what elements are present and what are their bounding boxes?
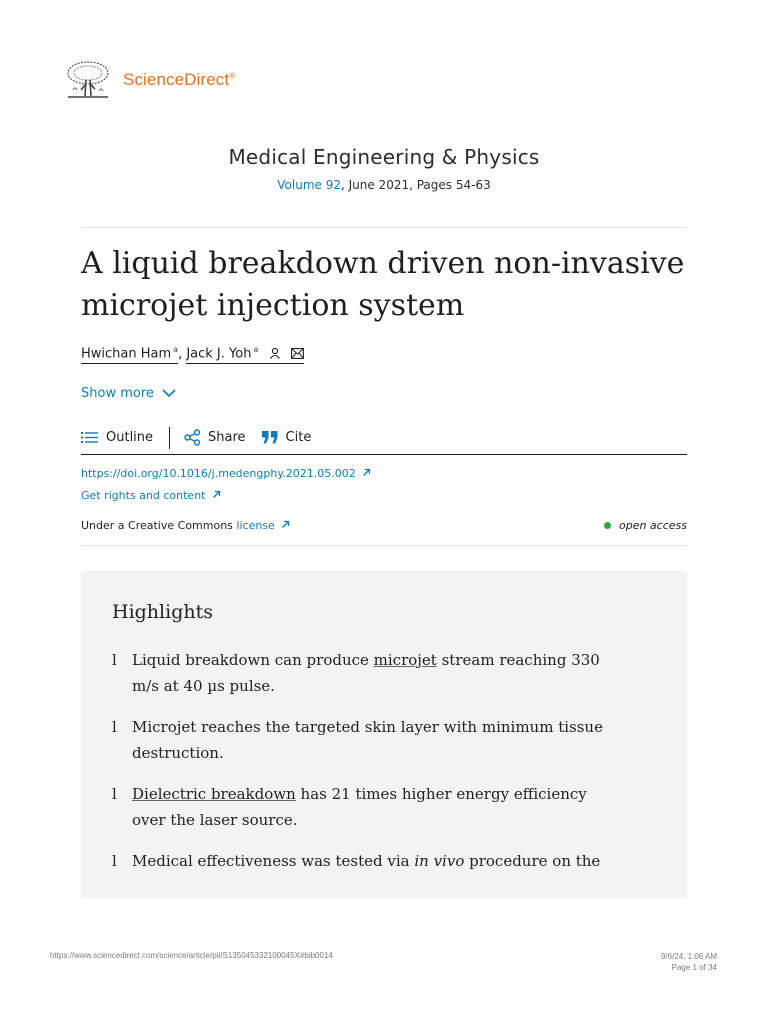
share-button[interactable] <box>184 429 246 446</box>
external-link-icon <box>362 468 371 477</box>
elsevier-tree-icon <box>65 60 111 100</box>
author-2[interactable]: Jack J. Yoh $^a$ <box>186 345 303 364</box>
highlight-item: l Dielectric breakdown has 21 times higher energy efficiency over the laser source. <box>112 781 612 833</box>
list-icon <box>81 431 98 444</box>
volume-link[interactable]: Volume 92 <box>277 178 341 192</box>
open-access-dot-icon <box>604 522 611 529</box>
footer-meta <box>661 951 717 973</box>
dielectric-breakdown-link[interactable]: Dielectric breakdown <box>132 785 296 803</box>
bullet: l <box>112 852 117 870</box>
footer-datetime: 9/6/24, 1:06 AM <box>660 952 717 961</box>
journal-title[interactable]: Medical Engineering & Physics <box>228 145 540 169</box>
person-icon <box>269 347 281 359</box>
footer-url: https://www.sciencedirect.com/science/article/pii/S135045332100045X#bib0014 <box>50 951 333 960</box>
cite-label: Cite <box>285 430 312 445</box>
rights-link[interactable]: Get rights and content <box>81 489 221 502</box>
show-more-button[interactable] <box>81 386 176 401</box>
bullet: l <box>112 718 117 736</box>
outline-button[interactable] <box>81 430 153 445</box>
divider <box>81 227 687 228</box>
license-prefix: Under a Creative Commons <box>81 519 237 532</box>
license-link[interactable]: license <box>236 519 290 532</box>
highlight-item: l Liquid breakdown can produce microjet stream reaching 330 m/s at 40 µs pulse. <box>112 647 612 699</box>
open-access-badge <box>604 519 687 532</box>
bullet: l <box>112 785 117 803</box>
external-link-icon <box>212 490 221 499</box>
doi-link[interactable]: https://doi.org/10.1016/j.medengphy.2021.05.002 <box>81 467 371 480</box>
cite-button[interactable] <box>262 430 312 445</box>
divider <box>81 545 687 546</box>
footer-page-number: Page 1 of 34 <box>671 963 717 972</box>
author-1[interactable]: Hwichan Ham $^a$ <box>81 345 178 364</box>
toolbar-separator <box>169 427 170 449</box>
issue-details: , June 2021, Pages 54-63 <box>340 178 491 192</box>
brand-name: ScienceDirect® <box>123 70 236 89</box>
author-separator: , <box>178 347 187 363</box>
open-access-label: open access <box>618 519 687 532</box>
microjet-link[interactable]: microjet <box>373 651 437 669</box>
bullet: l <box>112 651 117 669</box>
highlights-title: Highlights <box>112 601 213 623</box>
issue-info <box>0 178 768 192</box>
share-label: Share <box>208 430 246 445</box>
highlight-item: l Microjet reaches the targeted skin layer with minimum tissue destruction. <box>112 714 612 766</box>
author-list <box>81 345 304 364</box>
quote-icon <box>262 431 278 444</box>
license-info <box>81 519 290 532</box>
outline-label: Outline <box>106 430 154 445</box>
show-more-label: Show more <box>81 386 154 401</box>
external-link-icon <box>281 520 290 529</box>
sciencedirect-logo[interactable] <box>65 60 235 100</box>
highlight-item: l Medical effectiveness was tested via in vivo procedure on the <box>112 848 612 874</box>
highlights-list <box>112 647 612 889</box>
email-icon <box>291 348 304 359</box>
chevron-down-icon <box>162 389 176 398</box>
share-icon <box>184 429 201 446</box>
article-toolbar <box>81 421 687 455</box>
article-title: A liquid breakdown driven non-invasive microjet injection system <box>81 246 685 323</box>
